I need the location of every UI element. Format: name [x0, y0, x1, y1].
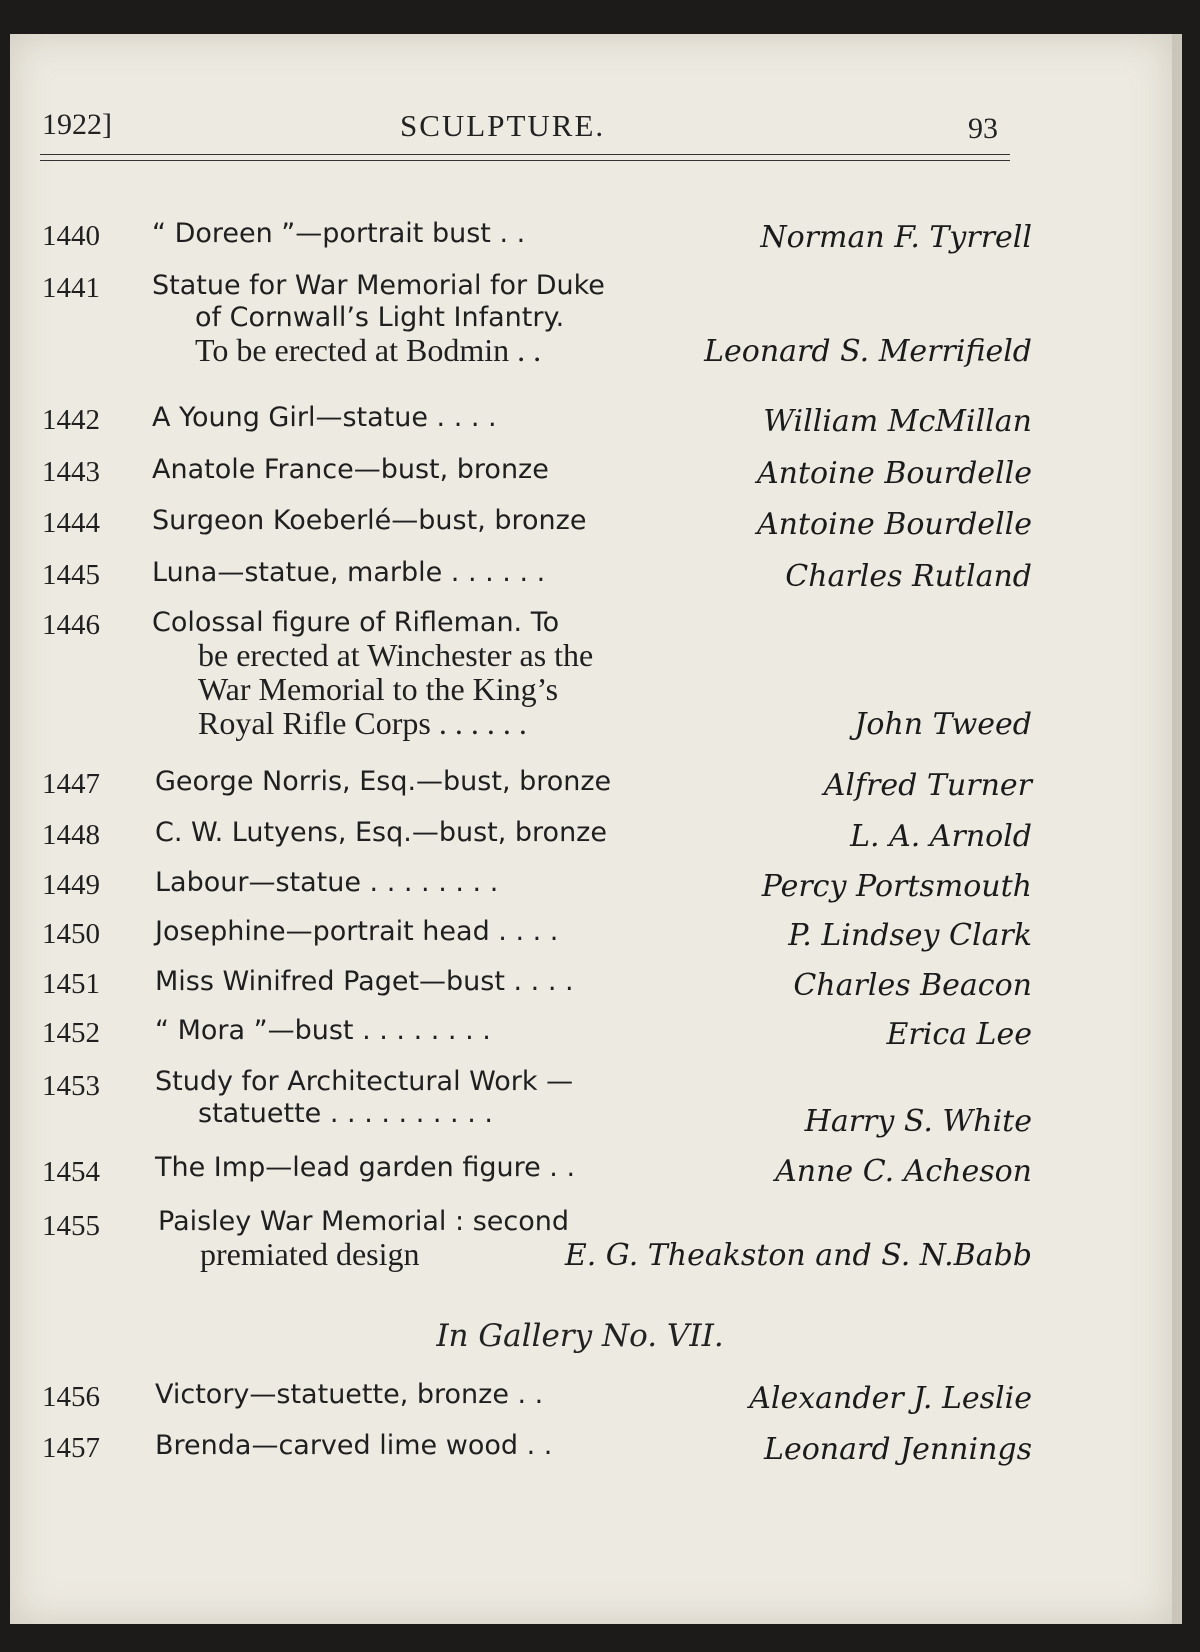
entry-title-line: George Norris, Esq.—bust, bronze: [155, 766, 612, 797]
entry-number: 1444: [42, 507, 100, 539]
entry-title-line: Paisley War Memorial : second: [158, 1206, 569, 1237]
entry-artist: Erica Lee: [886, 1017, 1032, 1052]
entry-number: 1446: [42, 609, 100, 641]
entry-artist: William McMillan: [763, 404, 1032, 439]
entry-title-line: statuette . . . . . . . . . .: [198, 1098, 493, 1129]
entry-artist: Leonard Jennings: [764, 1432, 1032, 1467]
entry-artist: Antoine Bourdelle: [757, 456, 1032, 491]
entry-artist: John Tweed: [854, 707, 1032, 742]
entry-title-line: Anatole France—bust, bronze: [152, 454, 549, 485]
entry-title-line: Miss Winifred Paget—bust . . . .: [155, 966, 574, 997]
entry-title-line: Study for Architectural Work —: [155, 1066, 574, 1097]
entry-title-line: premiated design: [200, 1236, 420, 1272]
entry-artist: Alfred Turner: [823, 768, 1032, 803]
entry-artist: Leonard S. Merrifield: [704, 334, 1032, 369]
entry-number: 1449: [42, 869, 100, 901]
entry-title-line: War Memorial to the King’s: [198, 671, 559, 707]
header-title: SCULPTURE.: [400, 108, 606, 143]
header-rule-bottom: [40, 160, 1010, 161]
entry-title-line: Royal Rifle Corps . . . . . .: [198, 705, 527, 741]
entry-artist: Anne C. Acheson: [775, 1154, 1032, 1189]
entry-number: 1450: [42, 918, 100, 950]
entry-title-line: To be erected at Bodmin . .: [195, 332, 542, 368]
entry-title-line: of Cornwall’s Light Infantry.: [195, 302, 565, 333]
gallery-heading: In Gallery No. VII.: [436, 1318, 724, 1354]
entry-number: 1440: [42, 220, 100, 252]
entry-artist: Percy Portsmouth: [761, 869, 1032, 904]
entry-number: 1441: [42, 272, 100, 304]
entry-title-line: Colossal figure of Rifleman. To: [152, 607, 560, 638]
entry-number: 1452: [42, 1017, 100, 1049]
entry-title-line: “ Mora ”—bust . . . . . . . .: [155, 1015, 491, 1046]
entry-artist: E. G. Theakston and S. N.Babb: [564, 1238, 1032, 1273]
entry-artist: Charles Rutland: [785, 559, 1032, 594]
entry-title-line: A Young Girl—statue . . . .: [152, 402, 497, 433]
entry-number: 1454: [42, 1156, 100, 1188]
entry-title-line: C. W. Lutyens, Esq.—bust, bronze: [155, 817, 607, 848]
entry-artist: Charles Beacon: [793, 968, 1032, 1003]
entry-number: 1445: [42, 559, 100, 591]
header-year: 1922]: [42, 108, 112, 141]
header-rule-top: [40, 154, 1010, 155]
entry-title-line: Josephine—portrait head . . . .: [155, 916, 559, 947]
entry-number: 1456: [42, 1381, 100, 1413]
entry-artist: P. Lindsey Clark: [788, 918, 1032, 953]
entry-title-line: Victory—statuette, bronze . .: [155, 1379, 544, 1410]
entry-artist: Norman F. Tyrrell: [760, 220, 1032, 255]
entry-number: 1443: [42, 456, 100, 488]
entry-title-line: be erected at Winchester as the: [198, 637, 594, 673]
entry-title-line: Statue for War Memorial for Duke: [152, 270, 605, 301]
page-number: 93: [968, 112, 998, 145]
entry-title-line: “ Doreen ”—portrait bust . .: [152, 218, 526, 249]
entry-title-line: Surgeon Koeberlé—bust, bronze: [152, 505, 587, 536]
entry-artist: Harry S. White: [804, 1104, 1032, 1139]
entry-title-line: Luna—statue, marble . . . . . .: [152, 557, 546, 588]
entry-number: 1447: [42, 768, 100, 800]
entry-artist: Antoine Bourdelle: [757, 507, 1032, 542]
entry-number: 1453: [42, 1070, 100, 1102]
entry-number: 1457: [42, 1432, 100, 1464]
entry-title-line: The Imp—lead garden figure . .: [155, 1152, 576, 1183]
entry-number: 1448: [42, 819, 100, 851]
entry-number: 1455: [42, 1210, 100, 1242]
entry-number: 1451: [42, 968, 100, 1000]
entry-number: 1442: [42, 404, 100, 436]
entry-title-line: Brenda—carved lime wood . .: [155, 1430, 553, 1461]
entry-artist: L. A. Arnold: [850, 819, 1032, 854]
entry-title-line: Labour—statue . . . . . . . .: [155, 867, 499, 898]
entry-artist: Alexander J. Leslie: [749, 1381, 1032, 1416]
page-edge: [1172, 34, 1182, 1624]
